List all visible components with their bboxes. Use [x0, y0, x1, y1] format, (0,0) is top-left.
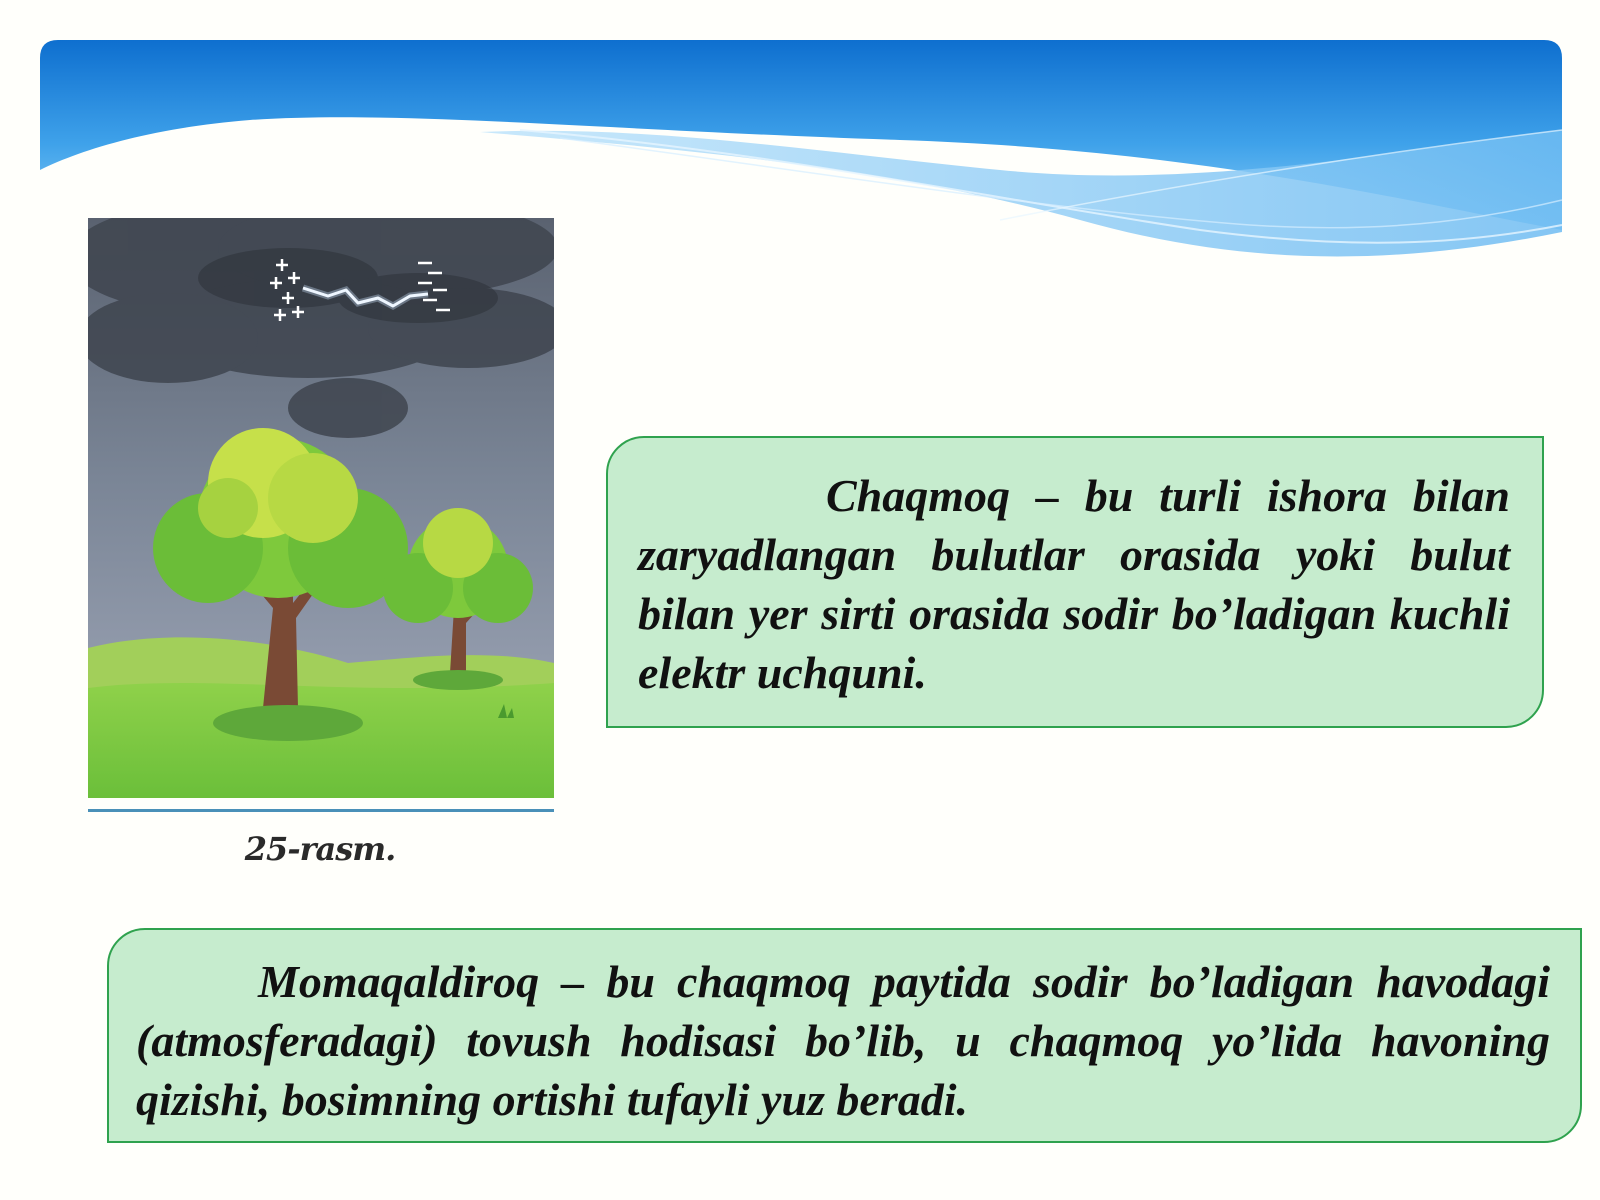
definition-box-lightning: [606, 436, 1544, 728]
grass: [88, 683, 554, 798]
lightning-illustration: [88, 218, 554, 798]
definition-text-thunder: Momaqaldiroq – bu chaqmoq paytida sodir bo’ladigan havodagi (atmosferadagi) tovush hodisasi bo’lib, u chaqmoq yo’lida havoning qizishi, bosimning ortishi tufayli yuz beradi.: [136, 956, 1550, 1125]
definition-box-thunder: [107, 928, 1582, 1143]
figure-caption: 25-rasm.: [244, 830, 396, 868]
figure-underline: [88, 809, 554, 812]
definition-text-lightning: Chaqmoq – bu turli ishora bilan zaryadlangan bulutlar orasida yoki bulut bilan yer sirti orasida sodir bo’ladigan kuchli elektr uchquni.: [638, 470, 1510, 698]
